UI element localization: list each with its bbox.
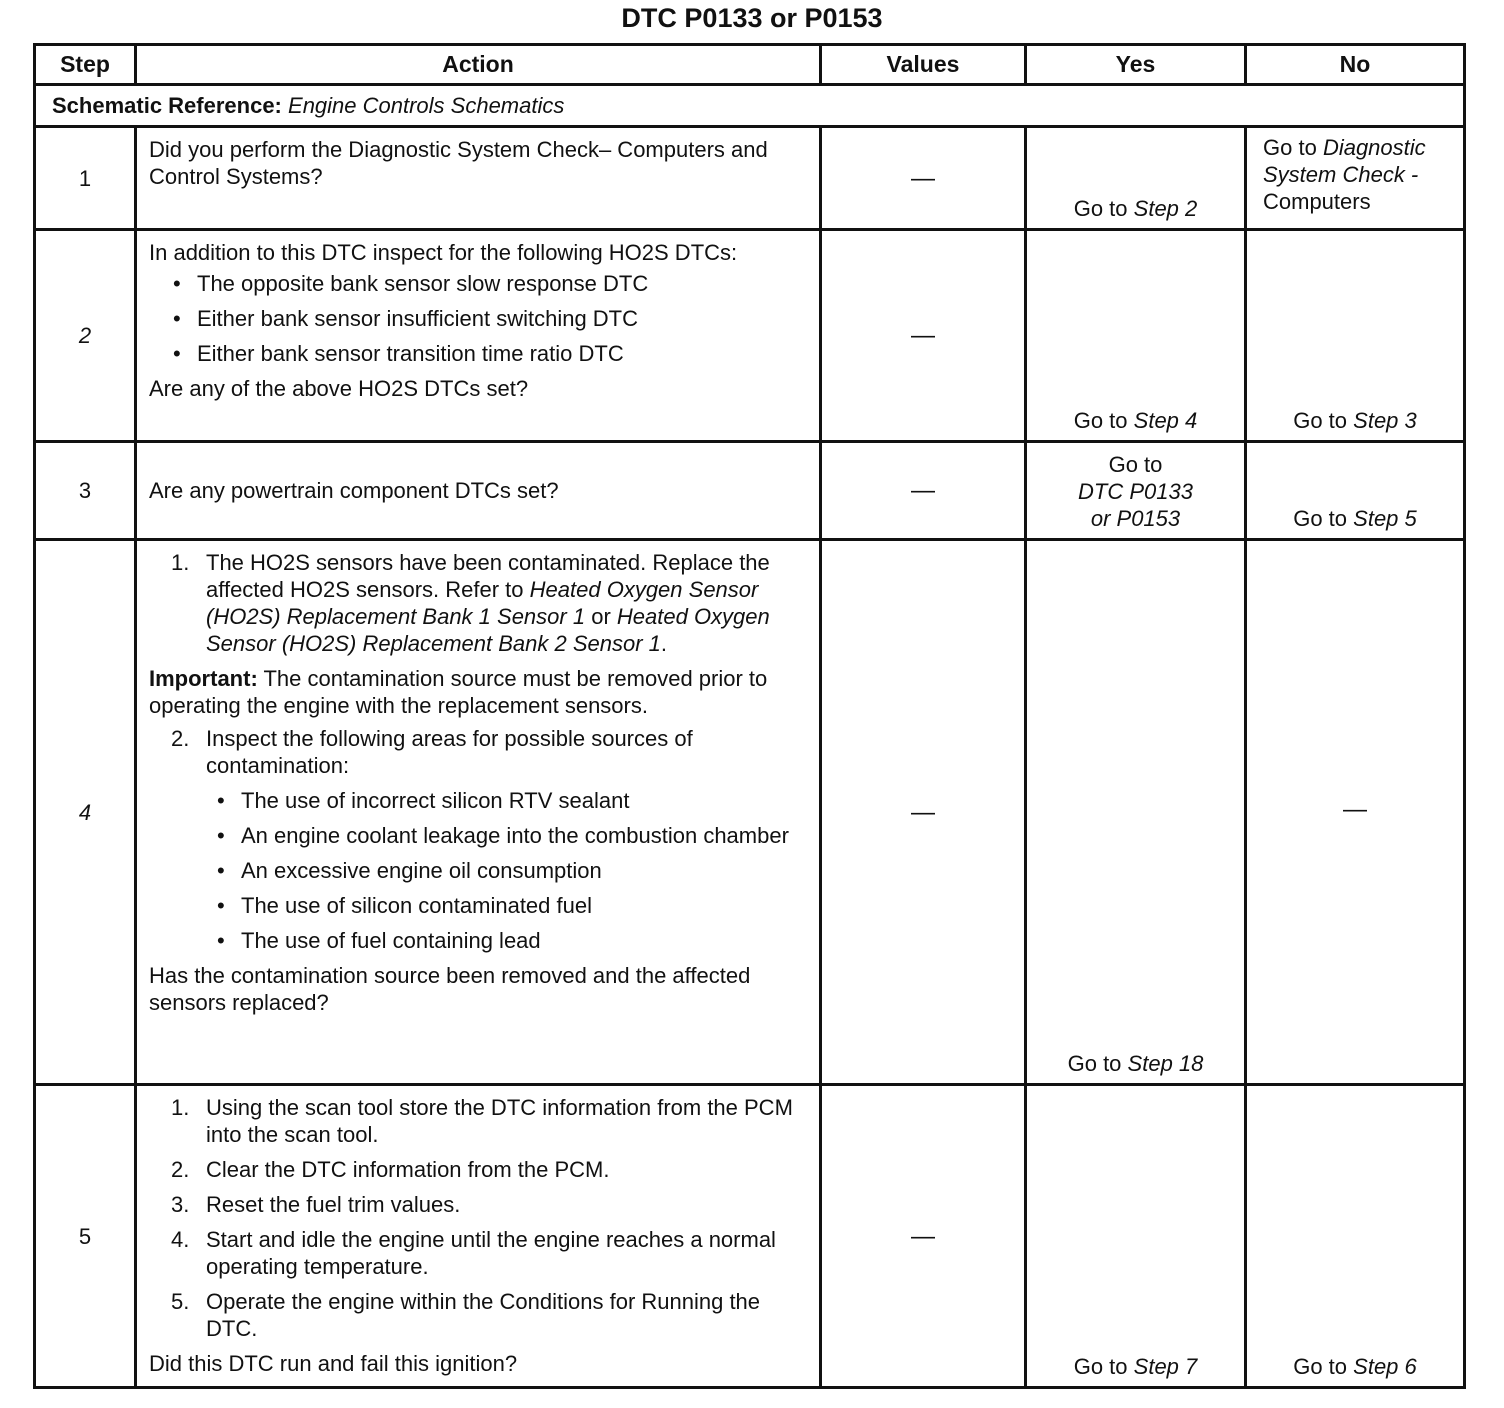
yes-cell: Go to Step 18 — [1026, 540, 1246, 1085]
page-title: DTC P0133 or P0153 — [621, 3, 883, 33]
list-item: • Either bank sensor transition time ratio DTC — [173, 340, 809, 367]
go-to-link[interactable]: Step 3 — [1353, 408, 1417, 433]
values-cell: — — [821, 230, 1026, 442]
step-number: 2 — [35, 230, 136, 442]
step-number: 5 — [35, 1085, 136, 1388]
list-item: • An engine coolant leakage into the combustion chamber — [217, 822, 809, 849]
list-item: 2. Inspect the following areas for possible sources of contamination: • The use of incorrect silicon RTV sealant • An engine coolant leakage into the combustion chamber • An excessive engine oil consumption • The use of silicon contaminated fuel • The use of fuel containing lead — [149, 725, 809, 954]
header-row — [35, 45, 1465, 85]
table-row — [35, 230, 1465, 442]
go-to-link[interactable]: Step 6 — [1353, 1354, 1417, 1379]
values-cell: — — [821, 540, 1026, 1085]
no-cell: — — [1246, 540, 1465, 1085]
values-cell: — — [821, 127, 1026, 230]
yes-cell: Go to DTC P0133 or P0153 — [1026, 442, 1246, 540]
numbered-list — [149, 1094, 809, 1342]
schematic-reference — [35, 85, 1465, 127]
values-cell: — — [821, 1085, 1026, 1388]
go-to-link[interactable]: Step 7 — [1133, 1354, 1198, 1379]
list-item: 1. Using the scan tool store the DTC information from the PCM into the scan tool. — [171, 1095, 793, 1147]
yes-cell: Go to Step 2 — [1026, 127, 1246, 230]
values-cell: — — [821, 442, 1026, 540]
go-to-link[interactable]: Step 2 — [1133, 196, 1198, 221]
go-to-link[interactable]: Step 18 — [1127, 1051, 1204, 1076]
list-item: • The use of fuel containing lead — [217, 927, 809, 954]
list-item: • The use of incorrect silicon RTV sealant — [217, 787, 809, 814]
bullet-list — [149, 270, 809, 367]
important-note: Important: The contamination source must be removed prior to operating the engine with the replacement sensors. — [149, 666, 768, 718]
list-item: 2. Clear the DTC information from the PCM. — [171, 1157, 610, 1182]
header-action: Action — [136, 45, 821, 85]
go-to-link[interactable]: or P0153 — [1090, 506, 1181, 531]
list-item: 3. Reset the fuel trim values. — [171, 1192, 461, 1217]
header-yes: Yes — [1026, 45, 1246, 85]
schematic-link[interactable]: Engine Controls Schematics — [288, 93, 565, 118]
list-item: 4. Start and idle the engine until the engine reaches a normal operating temperature. — [171, 1227, 776, 1279]
action-intro: In addition to this DTC inspect for the following HO2S DTCs: — [149, 240, 738, 265]
go-to-link[interactable]: Diagnostic System Check - — [1263, 135, 1426, 187]
reference-link[interactable]: Heated Oxygen Sensor (HO2S) Replacement Bank 1 Sensor 1 — [206, 577, 759, 629]
list-item: • The use of silicon contaminated fuel — [217, 892, 809, 919]
table-row — [35, 127, 1465, 230]
numbered-list — [149, 549, 809, 657]
no-cell: Go to Step 3 — [1246, 230, 1465, 442]
step-number: 4 — [35, 540, 136, 1085]
action-cell — [136, 540, 821, 1085]
schematic-row — [35, 85, 1465, 127]
go-to-link[interactable]: Step 5 — [1353, 506, 1417, 531]
action-question: Has the contamination source been removed and the affected sensors replaced? — [149, 963, 751, 1015]
no-cell: Go to Step 5 — [1246, 442, 1465, 540]
action-cell — [136, 230, 821, 442]
list-item: 5. Operate the engine within the Conditions for Running the DTC. — [171, 1289, 761, 1341]
table-row — [35, 540, 1465, 1085]
step-number: 1 — [35, 127, 136, 230]
list-item: • The opposite bank sensor slow response DTC — [173, 270, 809, 297]
table-row — [35, 1085, 1465, 1388]
yes-cell: Go to Step 7 — [1026, 1085, 1246, 1388]
header-step: Step — [35, 45, 136, 85]
action-question: Did this DTC run and fail this ignition? — [149, 1351, 518, 1376]
list-item: • An excessive engine oil consumption — [217, 857, 809, 884]
no-cell: Go to Diagnostic System Check - Computers — [1246, 127, 1465, 230]
action-cell — [136, 442, 821, 540]
go-to-link[interactable]: DTC P0133 — [1078, 479, 1193, 504]
list-item: 1. The HO2S sensors have been contaminated. Replace the affected HO2S sensors. Refer to Heated Oxygen Sensor (HO2S) Replacement Bank 1 Sensor 1 or Heated Oxygen Sensor (HO2S) Replacement Bank 2 Sensor 1. — [171, 550, 770, 656]
step-number: 3 — [35, 442, 136, 540]
numbered-list — [149, 725, 809, 954]
action-cell — [136, 1085, 821, 1388]
header-values: Values — [821, 45, 1026, 85]
table-row — [35, 442, 1465, 540]
action-cell — [136, 127, 821, 230]
action-text: Are any powertrain component DTCs set? — [149, 478, 559, 503]
header-no: No — [1246, 45, 1465, 85]
reference-link[interactable]: Heated Oxygen Sensor (HO2S) Replacement Bank 2 Sensor 1 — [206, 604, 770, 656]
no-cell: Go to Step 6 — [1246, 1085, 1465, 1388]
action-question: Are any of the above HO2S DTCs set? — [149, 376, 529, 401]
schematic-label: Schematic Reference: — [52, 93, 282, 118]
diagnostic-table — [33, 43, 1466, 1389]
go-to-link[interactable]: Step 4 — [1133, 408, 1198, 433]
list-item: • Either bank sensor insufficient switching DTC — [173, 305, 809, 332]
yes-cell: Go to Step 4 — [1026, 230, 1246, 442]
bullet-list — [206, 787, 809, 954]
action-text: Did you perform the Diagnostic System Check– Computers and Control Systems? — [149, 137, 768, 189]
